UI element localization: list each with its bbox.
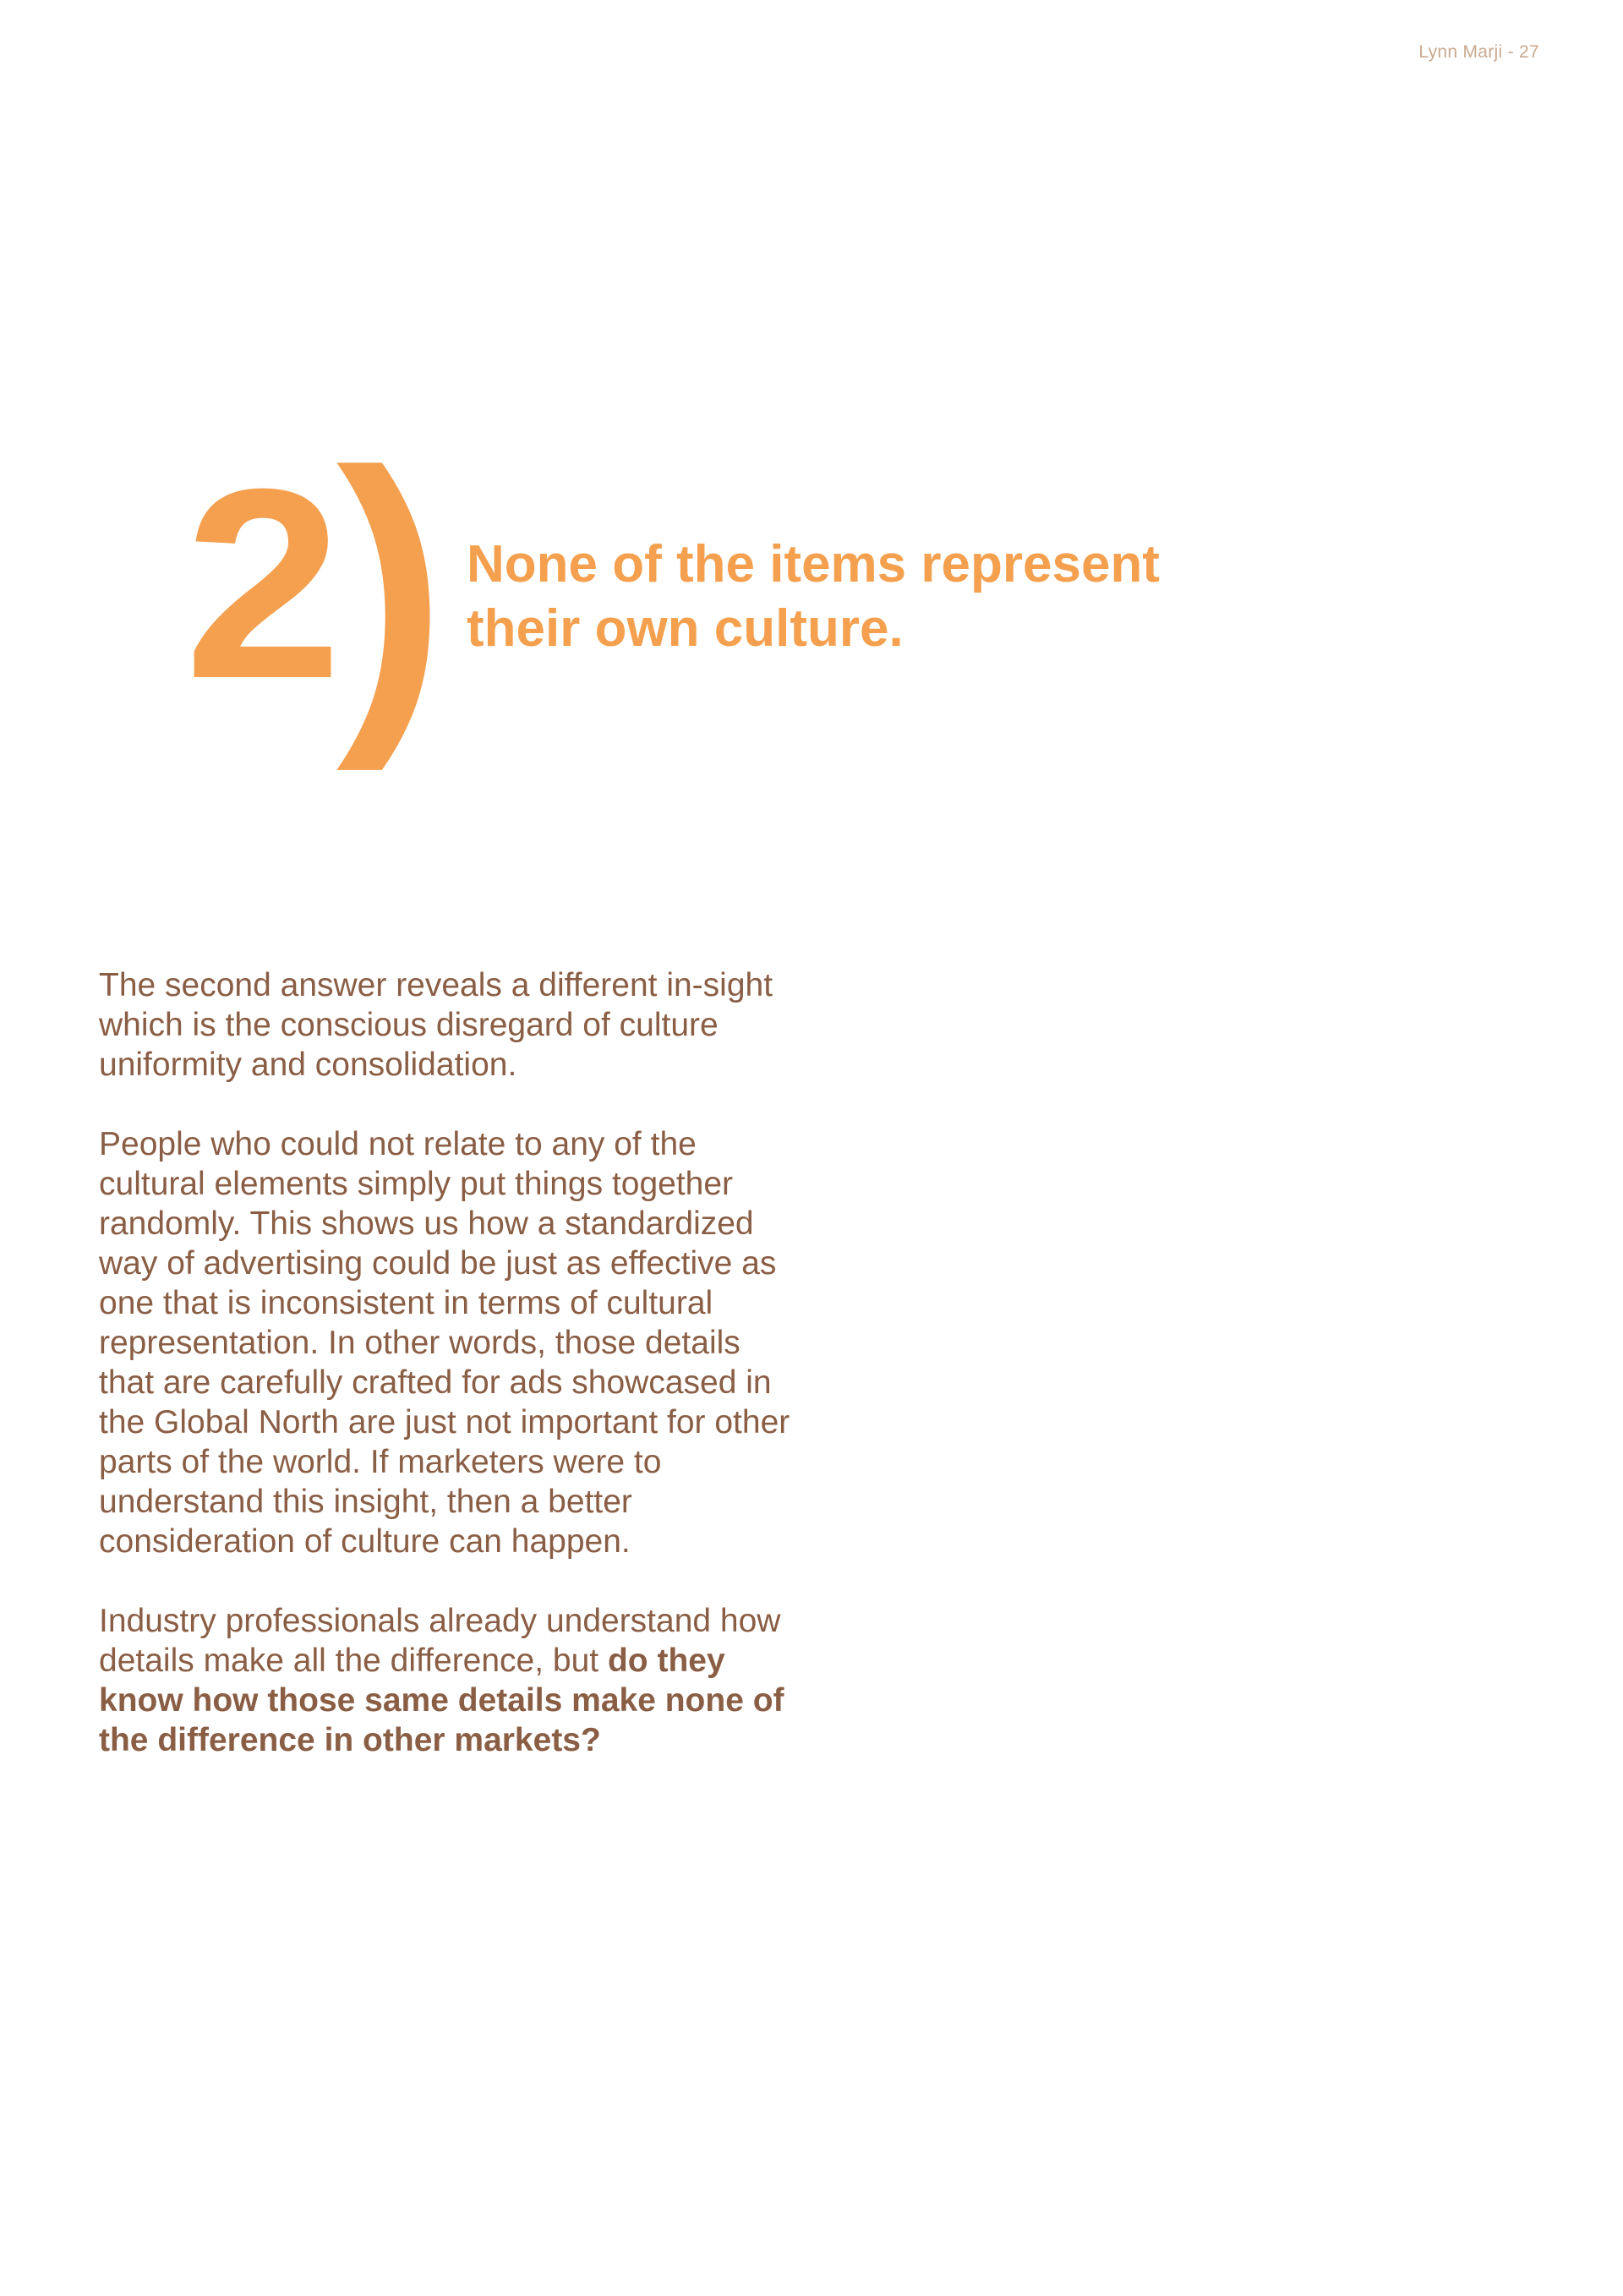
body-paragraph-3-intro: Industry professionals already understand how details make all the difference, but xyxy=(99,1603,781,1679)
body-paragraph-3 xyxy=(99,1601,801,1760)
body-paragraph-2: People who could not relate to any of the cultural elements simply put things together randomly. This shows us how a standardized way of advertising could be just as effective as one that is inconsistent in terms of cultural representation. In other words, those details that are carefully crafted for ads showcased in the Global North are just not important for other parts of the world. If marketers were to understand this insight, then a better consideration of culture can happen. xyxy=(99,1126,790,1560)
body-paragraph-3-question: do they know how those same details make none of the difference in other markets? xyxy=(99,1643,784,1758)
section-number-paren: ) xyxy=(336,403,446,772)
section-heading-line1: None of the items represent xyxy=(467,535,1160,593)
page-header-label: Lynn Marji - 27 xyxy=(1418,42,1539,62)
section-heading-line2: their own culture. xyxy=(467,599,904,658)
section-number: 2 xyxy=(184,432,334,735)
body-paragraph-1: The second answer reveals a different in-sight which is the conscious disregard of culture uniformity and consolidation. xyxy=(99,967,773,1083)
section-heading xyxy=(467,533,1312,661)
body-text xyxy=(99,965,801,1800)
